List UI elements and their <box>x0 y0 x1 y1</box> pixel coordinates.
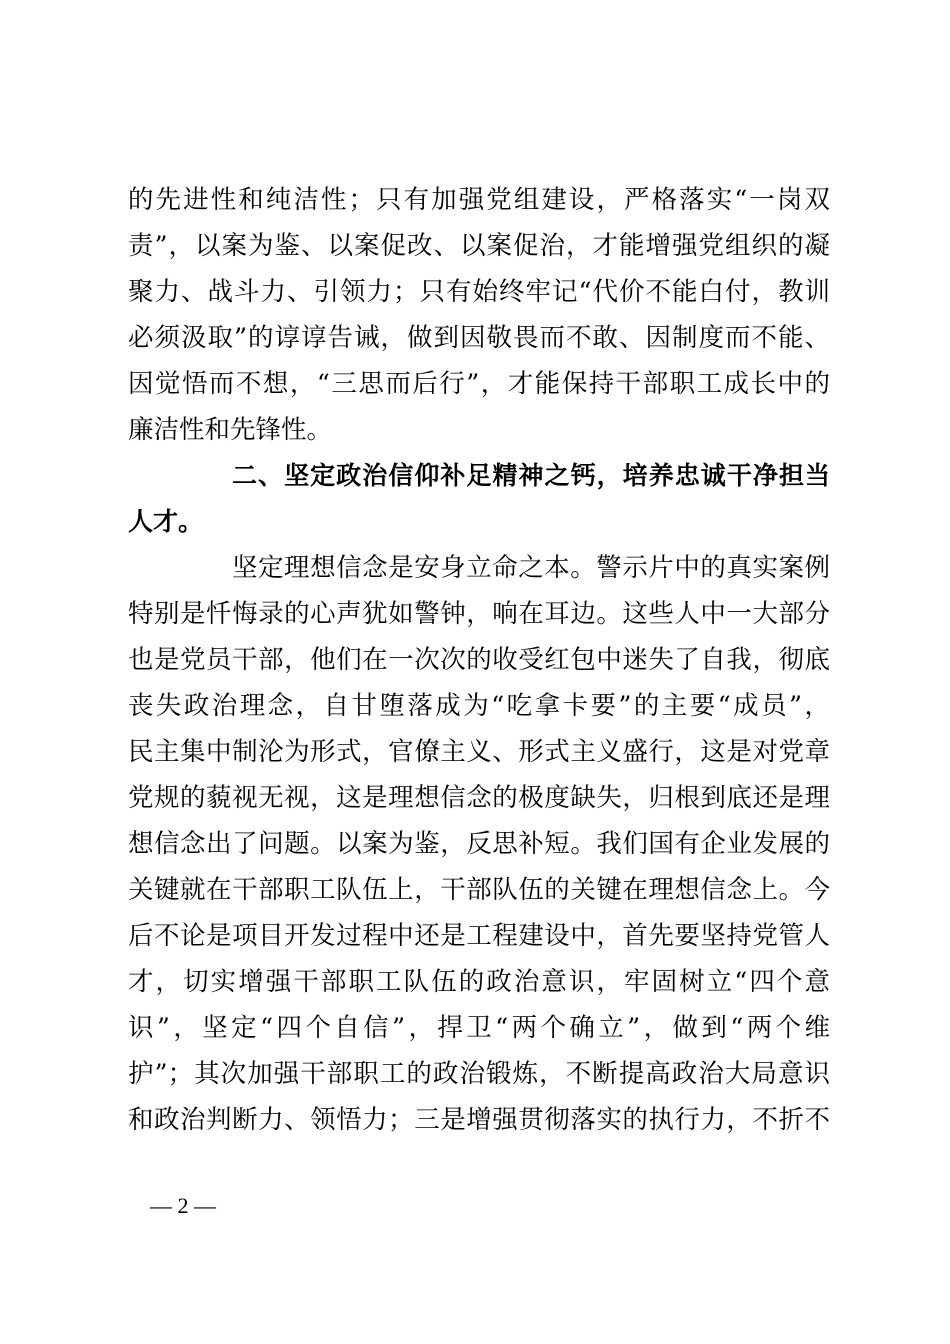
body-text-line: 识”，坚定“四个自信”，捍卫“两个确立”，做到“两个维 <box>128 1013 830 1043</box>
body-text-line: 关键就在干部职工队伍上，干部队伍的关键在理想信念上。今 <box>128 875 830 905</box>
body-text-line: 和政治判断力、领悟力；三是增强贯彻落实的执行力，不折不 <box>128 1105 830 1135</box>
body-text-line: 护”；其次加强干部职工的政治锻炼，不断提高政治大局意识 <box>128 1059 830 1089</box>
body-text-line: 的先进性和纯洁性；只有加强党组建设，严格落实“一岗双 <box>128 185 830 215</box>
section-heading: 二、坚定政治信仰补足精神之钙，培养忠诚干净担当 <box>232 461 830 490</box>
page-number: — 2 — <box>150 1193 216 1218</box>
body-text-line: 想信念出了问题。以案为鉴，反思补短。我们国有企业发展的 <box>128 829 830 859</box>
paragraph-first-line: 坚定理想信念是安身立命之本。警示片中的真实案例 <box>232 553 830 583</box>
body-text-line: 也是党员干部，他们在一次次的收受红包中迷失了自我，彻底 <box>128 645 830 675</box>
body-text-line: 因觉悟而不想，“三思而后行”，才能保持干部职工成长中的 <box>128 369 830 399</box>
body-text-line: 民主集中制沦为形式，官僚主义、形式主义盛行，这是对党章 <box>128 737 830 767</box>
body-text-line: 丧失政治理念，自甘堕落成为“吃拿卡要”的主要“成员”， <box>128 691 830 721</box>
body-text-line: 才，切实增强干部职工队伍的政治意识，牢固树立“四个意 <box>128 967 830 997</box>
section-heading-continued: 人才。 <box>128 507 204 536</box>
body-text-line: 后不论是项目开发过程中还是工程建设中，首先要坚持党管人 <box>128 921 830 951</box>
body-text-line: 责”，以案为鉴、以案促改、以案促治，才能增强党组织的凝 <box>128 231 830 261</box>
body-text-line: 聚力、战斗力、引领力；只有始终牢记“代价不能白付，教训 <box>128 277 830 307</box>
body-text-line: 党规的藐视无视，这是理想信念的极度缺失，归根到底还是理 <box>128 783 830 813</box>
body-text-line: 廉洁性和先锋性。 <box>128 415 333 445</box>
body-text-line: 必须汲取”的谆谆告诫，做到因敬畏而不敢、因制度而不能、 <box>128 323 830 353</box>
body-text-line: 特别是忏悔录的心声犹如警钟，响在耳边。这些人中一大部分 <box>128 599 830 629</box>
